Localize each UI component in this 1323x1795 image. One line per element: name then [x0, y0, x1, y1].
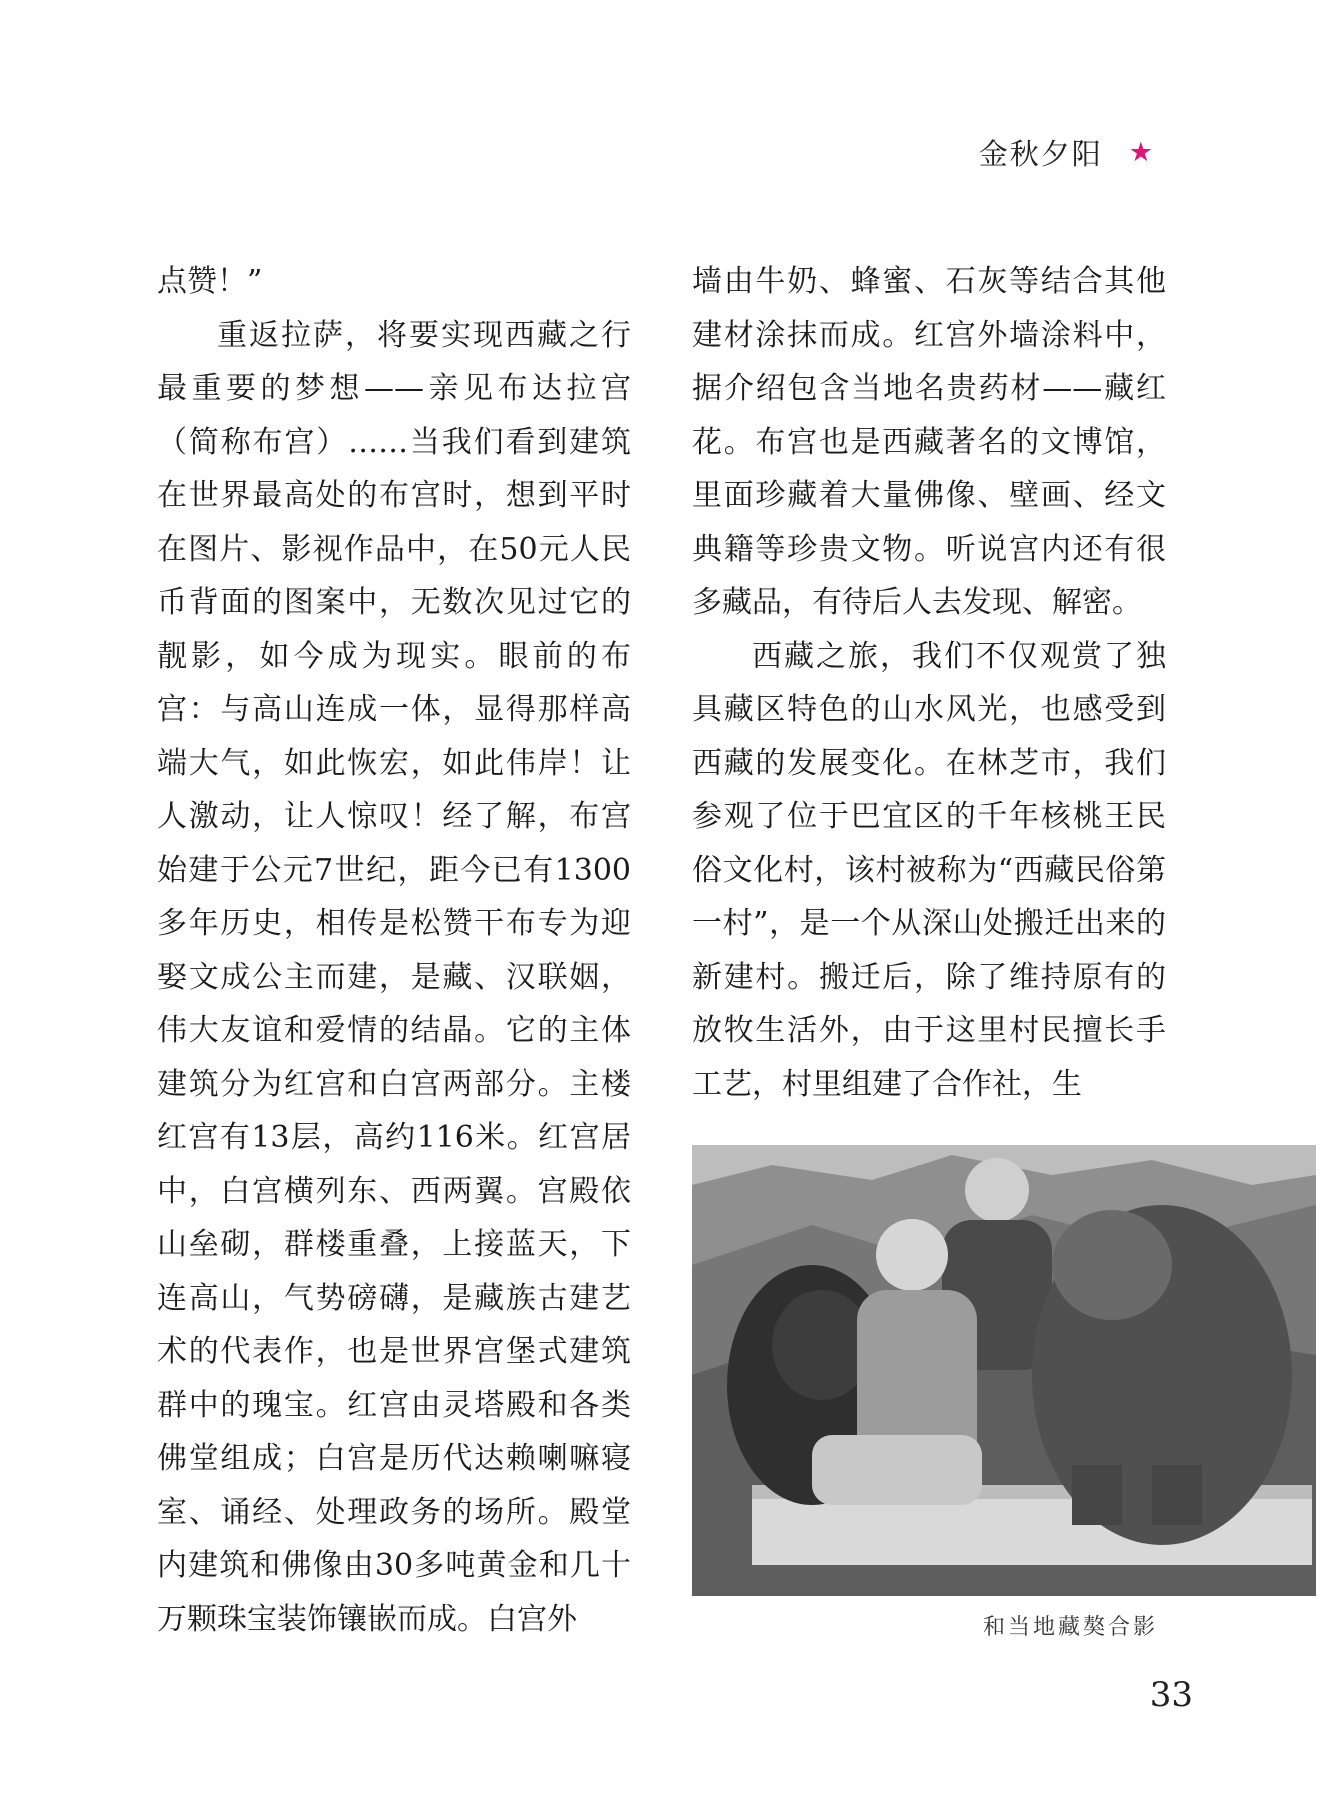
- photo-caption: 和当地藏獒合影: [982, 1615, 1158, 1640]
- paragraph-continuation-right: 墙由牛奶、蜂蜜、石灰等结合其他建材涂抹而成。红宫外墙涂料中，据介绍包含当地名贵药材——藏红花。布宫也是西藏著名的文博馆，里面珍藏着大量佛像、壁画、经文典籍等珍贵文物。听说宫内还有很多藏品，有待后人去发现、解密。: [692, 264, 1166, 620]
- right-column: [692, 255, 1166, 1111]
- paragraph-continuation: 点赞！”: [157, 264, 263, 299]
- page-header: [979, 132, 1155, 173]
- section-title: 金秋夕阳: [978, 137, 1103, 171]
- left-column: [157, 255, 631, 1646]
- photo-illustration: [692, 1145, 1316, 1596]
- paragraph-tibet-journey: 西藏之旅，我们不仅观赏了独具藏区特色的山水风光，也感受到西藏的发展变化。在林芝市，我们参观了位于巴宜区的千年核桃王民俗文化村，该村被称为“西藏民俗第一村”，是一个从深山处搬迁出来的新建村。搬迁后，除了维持原有的放牧生活外，由于这里村民擅长手工艺，村里组建了合作社，生: [692, 638, 1166, 1102]
- page-number: 33: [1149, 1675, 1193, 1715]
- photo-with-mastiffs: [692, 1145, 1316, 1596]
- star-icon: ★: [1128, 137, 1155, 168]
- paragraph-potala: 重返拉萨，将要实现西藏之行最重要的梦想——亲见布达拉宫（简称布宫）……当我们看到建筑在世界最高处的布宫时，想到平时在图片、影视作品中，在50元人民币背面的图案中，无数次见过它的靓影，如今成为现实。眼前的布宫：与高山连成一体，显得那样高端大气，如此恢宏，如此伟岸！让人激动，让人惊叹！经了解，布宫始建于公元7世纪，距今已有1300多年历史，相传是松赞干布专为迎娶文成公主而建，是藏、汉联姻，伟大友谊和爱情的结晶。它的主体建筑分为红宫和白宫两部分。主楼红宫有13层，高约116米。红宫居中，白宫横列东、西两翼。宫殿依山垒砌，群楼重叠，上接蓝天，下连高山，气势磅礴，是藏族古建艺术的代表作，也是世界宫堡式建筑群中的瑰宝。红宫由灵塔殿和各类佛堂组成；白宫是历代达赖喇嘛寝室、诵经、处理政务的场所。殿堂内建筑和佛像由30多吨黄金和几十万颗珠宝装饰镶嵌而成。白宫外: [157, 317, 631, 1637]
